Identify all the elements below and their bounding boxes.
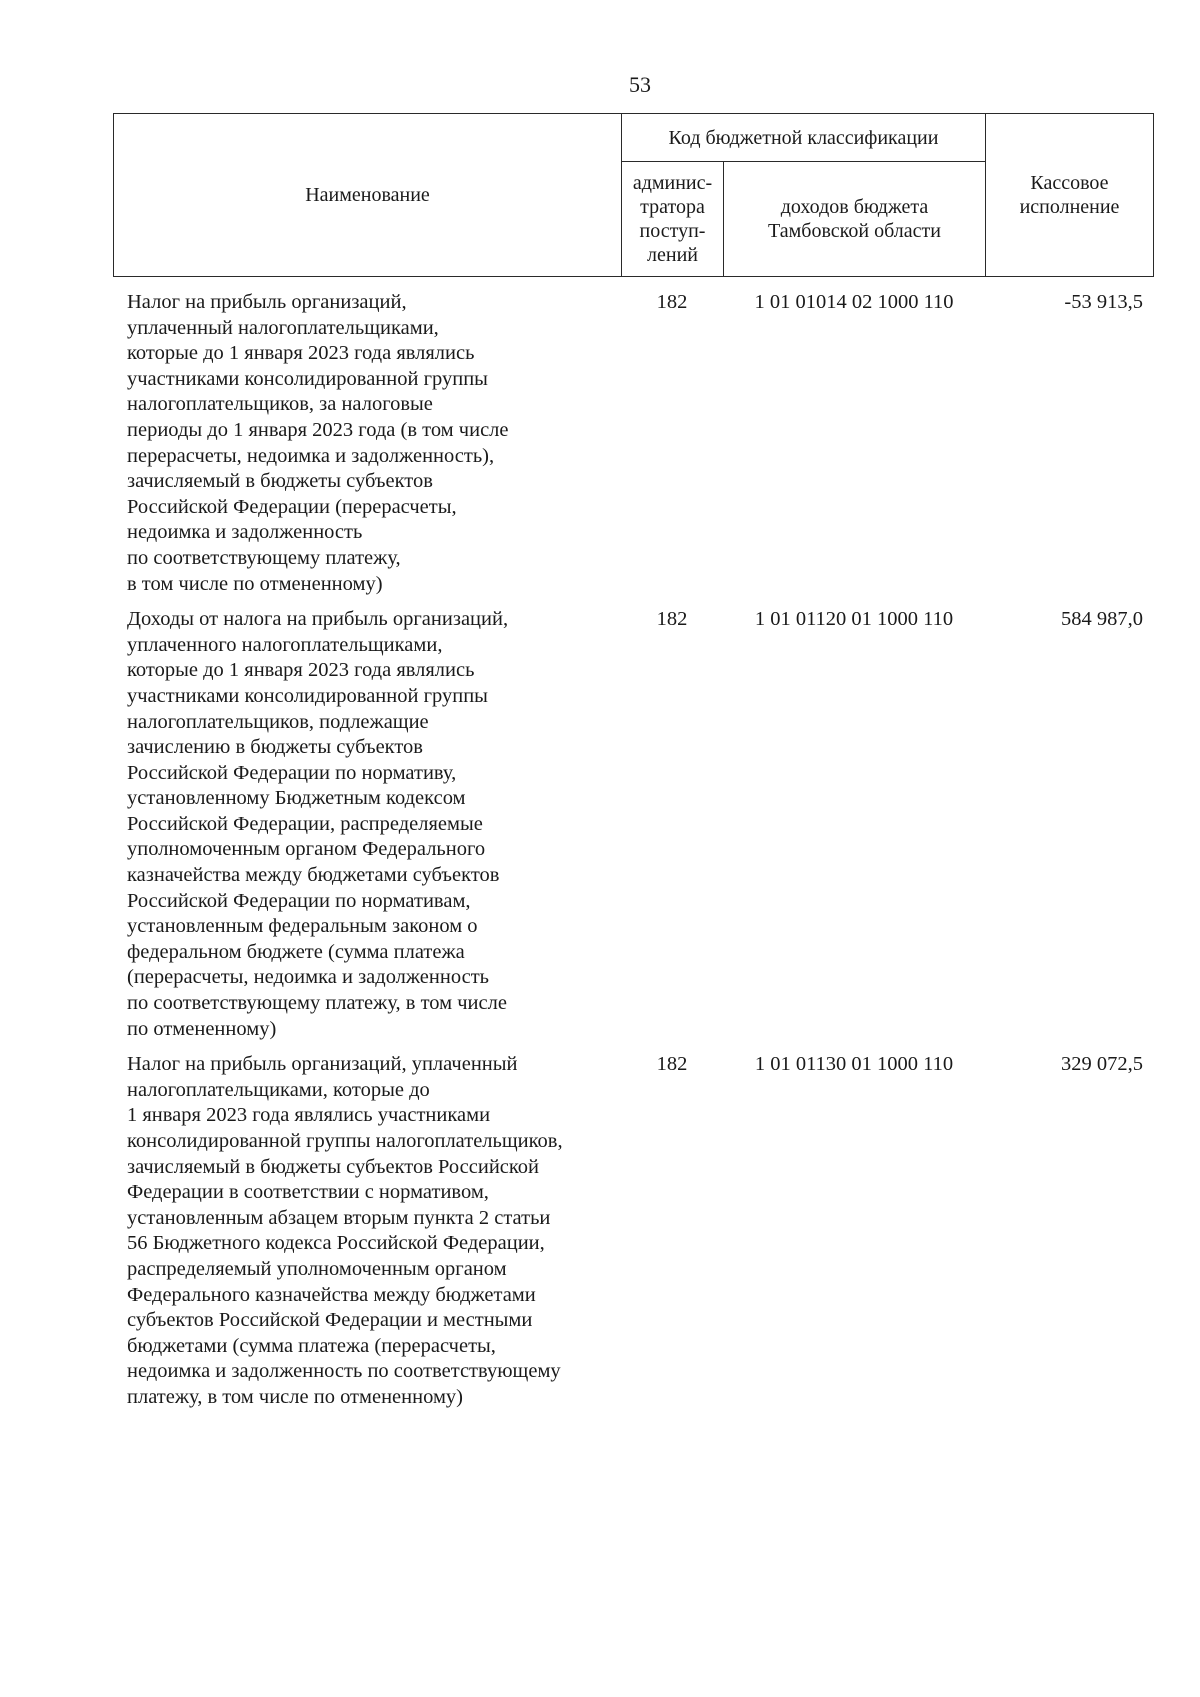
row-execution: 329 072,5 (1061, 1053, 1143, 1076)
row-name: Налог на прибыль организаций, уплаченный налогоплательщиками, которые до 1 января 2023 года являлись участниками консолидированной группы налогоплательщиков, зачисляемый в бюджеты субъектов Российской Федерации в соответствии с нормативом, установленным абзацем вторым пункта 2 статьи 56 Бюджетного кодекса Российской Федерации, распределяемый уполномоченным органом Федерального казначейства между бюджетами субъектов Российской Федерации и местными бюджетами (сумма платежа (перерасчеты, недоимка и задолженность по соответствующему платежу, в том числе по отмененному) (127, 1053, 563, 1408)
table-row (113, 607, 1153, 1042)
table-header (113, 113, 1154, 277)
row-name: Доходы от налога на прибыль организаций, уплаченного налогоплательщиками, которые до 1 января 2023 года являлись участниками консолидированной группы налогоплательщиков, подлежащие зачислению в бюджеты субъектов Российской Федерации по нормативу, установленному Бюджетным кодексом Российской Федерации, распределяемые уполномоченным органом Федерального казначейства между бюджетами субъектов Российской Федерации по нормативам, установленным федеральным законом о федеральном бюджете (сумма платежа (перерасчеты, недоимка и задолженность по соответствующему платежу, в том числе по отмененному) (127, 608, 509, 1040)
table-body (113, 290, 1153, 1411)
row-budget-code: 1 01 01014 02 1000 110 (754, 291, 954, 313)
header-name: Наименование (114, 114, 622, 277)
page-number: 53 (629, 72, 651, 97)
row-name: Налог на прибыль организаций, уплаченный налогоплательщиками, которые до 1 января 2023 года являлись участниками консолидированной группы налогоплательщиков, за налоговые периоды до 1 января 2023 года (в том числе перерасчеты, недоимка и задолженность), зачисляемый в бюджеты субъектов Российской Федерации (перерасчеты, недоимка и задолженность по соответствующему платежу, в том числе по отмененному) (127, 291, 509, 595)
header-admin: админис- тратора поступ- лений (622, 162, 724, 277)
table-row (113, 290, 1153, 597)
header-execution: Кассовое исполнение (986, 114, 1154, 277)
row-budget-code: 1 01 01130 01 1000 110 (754, 1053, 954, 1076)
header-revenue-code: доходов бюджета Тамбовской области (724, 162, 986, 277)
row-budget-code: 1 01 01120 01 1000 110 (754, 608, 954, 631)
table-row (113, 1052, 1153, 1410)
row-admin-code: 182 (656, 1053, 688, 1076)
row-admin-code: 182 (656, 608, 688, 631)
row-execution: 584 987,0 (1061, 608, 1143, 631)
header-code-group: Код бюджетной классификации (622, 114, 986, 162)
row-admin-code: 182 (656, 291, 688, 313)
row-execution: -53 913,5 (1064, 291, 1143, 313)
